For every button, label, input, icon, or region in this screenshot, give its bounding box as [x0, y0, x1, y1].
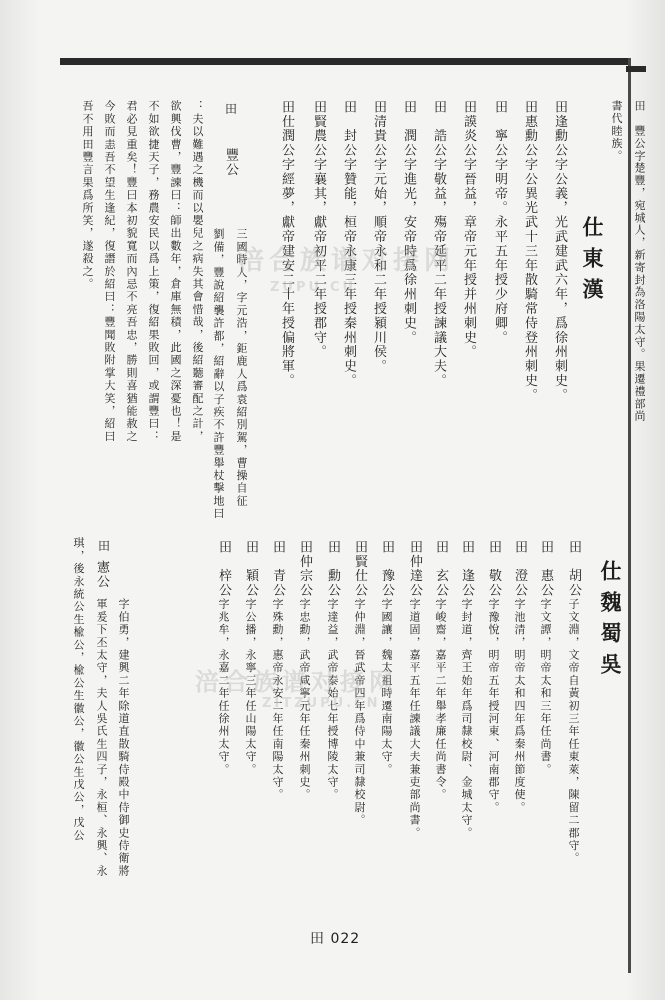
wei-shu-wu-entry-name: 田 豫公 [379, 540, 394, 598]
east-han-entry: 田 封公字贊能，桓帝永康三年授秦州刺史。 [341, 100, 356, 388]
east-han-entry: 田惠勳公字公異光武十三年散騎常侍登州刺史。 [522, 100, 537, 403]
wei-shu-wu-entry-desc: 字道固，嘉平五年任諫議大夫兼吏部尚書。 [408, 598, 421, 840]
wei-shu-wu-entry-desc: 字殊勳，惠帝永安二年任南陽太守。 [271, 598, 284, 802]
east-han-entry: 田 寧公字明帝。永平五年授少府卿。 [492, 100, 507, 345]
feng-text-line: 三國時人，字元浩，鉅鹿人爲袁紹別駕，曹操自征 [235, 228, 248, 508]
feng-entry-prefix: 田 [225, 102, 238, 116]
wei-shu-wu-entry-name: 田賢仕公 [352, 540, 367, 598]
wei-shu-wu-entry-name: 田仲宗公 [297, 540, 312, 598]
wei-shu-wu-entry-name: 田 青公 [270, 540, 285, 598]
xian-entry-name: 憲公 [94, 560, 109, 589]
section-heading-east-han: 仕東漢 [580, 216, 605, 309]
wei-shu-wu-entry-desc: 字國讓，魏太祖時遷南陽太守。 [380, 598, 393, 776]
wei-shu-wu-entry-name: 田 胡公 [566, 540, 581, 598]
wei-shu-wu-entry-name: 田 惠公 [538, 540, 553, 598]
wei-shu-wu-entry-name: 田 澄公 [512, 540, 527, 598]
wei-shu-wu-entry-desc: 字公播，永寧三年任山陽太守。 [244, 598, 257, 776]
feng-text-line: 欲興伐曹，豐諫曰：師出數年，倉庫無積，此國之深憂也！是 [169, 100, 182, 443]
section-heading-wei-shu-wu: 仕魏蜀吳 [598, 560, 623, 684]
feng-text-line: 今敗而恚吾不望生逢紀，復譖於紹曰：豐聞敗附掌大笑，紹曰 [103, 100, 116, 443]
east-han-entry: 田賢農公字襄其，獻帝初平二年授郡守。 [311, 100, 326, 360]
feng-text-line: ：夫以難遇之機而以嬰兒之病失其會惜哉，後紹聽審配之計， [191, 100, 204, 443]
wei-shu-wu-entry-name: 田 逢公 [459, 540, 474, 598]
wei-shu-wu-entry-name: 田 玄公 [433, 540, 448, 598]
wei-shu-wu-entry-desc: 子文淵，文帝自黃初三年任東萊，陳留二郡守。 [567, 598, 580, 865]
wei-shu-wu-entry-desc: 字仲淵，晉武帝四年爲侍中兼司隸校尉。 [353, 598, 366, 827]
wei-shu-wu-entry-desc: 字忠勳，武帝咸寧元年任秦州刺史。 [298, 598, 311, 802]
wei-shu-wu-entry-desc: 字兆牟，永嘉二年任徐州太守。 [217, 598, 230, 776]
top-text-line-1: 田 豐公字楚豐，宛城人，新寄封為洛陽太守。果遷禮部尚 [633, 100, 646, 423]
wei-shu-wu-entry-desc: 字達益，武帝泰始七年授博陵太守。 [326, 598, 339, 802]
xian-text-line: 軍爰下丕太守，夫人吳氏生四子，永桓、永興、永 [95, 598, 108, 878]
xian-entry-prefix: 田 [98, 539, 111, 553]
wei-shu-wu-entry-desc: 字峻齋，嘉平二年舉孝廉任尚書令。 [434, 598, 447, 802]
east-han-entry: 田 誥公字敬益，殤帝延平二年授諫議大夫。 [431, 100, 446, 388]
feng-entry-name: 豐公 [223, 148, 238, 177]
east-han-entry: 田 潤公字進光，安帝時爲徐州刺史。 [401, 100, 416, 345]
feng-text-line: 劉備，豐說紹襲許都，紹辭以子疾不許豐舉杖擊地曰 [212, 228, 225, 521]
wei-shu-wu-entry-desc: 字封道，齊王始年爲司隸校尉、金城太守。 [460, 598, 473, 840]
wei-shu-wu-entry-name: 田 梓公 [216, 540, 231, 598]
page-frame-right-border [628, 58, 631, 973]
wei-shu-wu-entry-desc: 字池清，明帝太和四年爲秦州節度使。 [513, 598, 526, 814]
feng-text-line: 不如欲捷天子，務農安民以爲上策，復紹果敗回，或謂豐曰： [147, 100, 160, 443]
wei-shu-wu-entry-desc: 字文譚，明帝太和三年任尚書。 [539, 598, 552, 776]
east-han-entry: 田清貴公字元始，順帝永和二年授潁川侯。 [371, 100, 386, 374]
top-text-line-2: 書代睦族。 [610, 100, 623, 162]
watermark-text-lower: 涪合族谱对接网 [195, 668, 398, 696]
page-frame-top-border [60, 58, 628, 65]
feng-text-line: 吾不用田豐言果爲所笑，遂殺之。 [81, 100, 94, 291]
watermark-url-lower: ZITZUPU.CN [262, 696, 381, 711]
east-han-entry: 田謨炎公字晉益，章帝元年授并州刺史。 [461, 100, 476, 360]
wei-shu-wu-entry-name: 田 勳公 [325, 540, 340, 598]
wei-shu-wu-entry-name: 田 穎公 [243, 540, 258, 598]
watermark-url: ZUPU.CU [270, 280, 357, 295]
east-han-entry: 田仕潤公字經夢，獻帝建安二十年授偏將軍。 [279, 100, 294, 388]
watermark-text: 涪合族谱对接网 [238, 246, 456, 276]
wei-shu-wu-entry-desc: 字豫悅，明帝五年授河東、河南郡守。 [487, 598, 500, 814]
wei-shu-wu-entry-name: 田 敬公 [486, 540, 501, 598]
xian-text-line: 字伯勇，建興二年除道直散騎侍殿中侍御史侍衛將 [117, 598, 130, 878]
page-number: 田 022 [310, 931, 361, 947]
page-frame-corner [626, 66, 646, 72]
east-han-entry: 田逢勳公字公義，光武建武六年，爲徐州刺史。 [552, 100, 567, 403]
feng-text-line: 君必見重矣！豐曰本初貌寬而內忌不亮吾忠，勝則喜猶能赦之 [125, 100, 138, 443]
wei-shu-wu-entry-name: 田仲達公 [407, 540, 422, 598]
xian-text-line: 琪，後永統公生楡公，楡公生徽公，徽公生戊公，戊公 [72, 537, 85, 842]
